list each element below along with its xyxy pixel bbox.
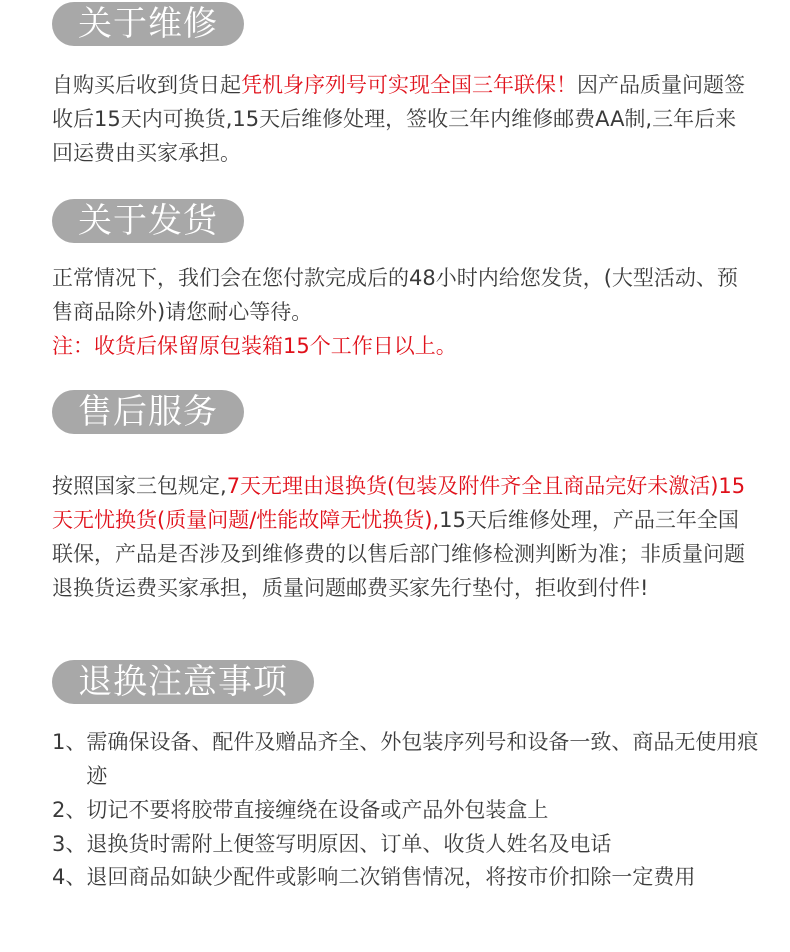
list-item-text: 需确保设备、配件及赠品齐全、外包装序列号和设备一致、商品无使用痕迹	[86, 730, 759, 788]
returns-list-item	[52, 793, 760, 827]
list-item-number: 4、	[52, 865, 87, 889]
list-item-text: 退回商品如缺少配件或影响二次销售情况，将按市价扣除一定费用	[86, 865, 696, 889]
repair-paragraph	[52, 68, 752, 170]
shipping-text: 正常情况下，我们会在您付款完成后的48小时内给您发货，(大型活动、预售商品除外)请您耐心等待。	[52, 266, 738, 324]
shipping-note: 注：收货后保留原包装箱15个工作日以上。	[52, 334, 457, 358]
after-sales-policy-highlight: 7天无理由退换货(包装及附件齐全且商品完好未激活)15天无忧换货(质量问题/性能故障无忧换货),	[52, 474, 746, 532]
list-item-text: 退换货时需附上便签写明原因、订单、收货人姓名及电话	[86, 832, 612, 856]
repair-text-start: 自购买后收到货日起	[52, 73, 241, 97]
list-item-text: 切记不要将胶带直接缠绕在设备或产品外包装盒上	[86, 798, 549, 822]
repair-warranty-highlight: 凭机身序列号可实现全国三年联保！	[241, 73, 577, 97]
after-sales-text-start: 按照国家三包规定,	[52, 474, 227, 498]
list-item-number: 1、	[52, 730, 87, 754]
returns-section-heading: 退换注意事项	[52, 660, 314, 704]
shipping-paragraph	[52, 261, 752, 363]
list-item-number: 2、	[52, 798, 87, 822]
after-sales-section-heading: 售后服务	[52, 390, 244, 434]
list-item-number: 3、	[52, 832, 87, 856]
after-sales-text-end: 15天后维修处理，产品三年全国联保，产品是否涉及到维修费的以售后部门维修检测判断为准；非质量问题退换货运费买家承担，质量问题邮费买家先行垫付，拒收到付件!	[52, 508, 745, 600]
returns-list-item	[52, 725, 760, 793]
returns-list-item	[52, 827, 760, 861]
returns-list-item	[52, 860, 760, 894]
repair-section-heading: 关于维修	[52, 2, 244, 46]
repair-text-end: 因产品质量问题签收后15天内可换货,15天后维修处理，签收三年内维修邮费AA制,三年后来回运费由买家承担。	[52, 73, 745, 165]
after-sales-paragraph	[52, 469, 752, 605]
shipping-section-heading: 关于发货	[52, 199, 244, 243]
